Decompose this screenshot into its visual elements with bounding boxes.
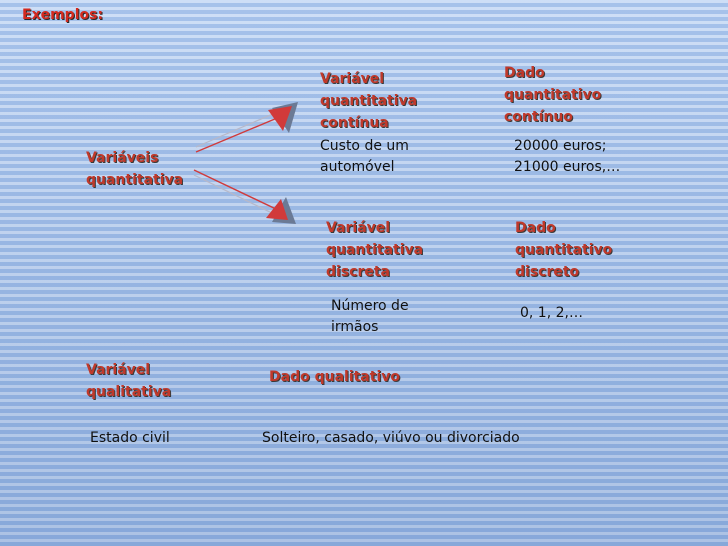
variaveis-quantitativa-label: Variáveis quantitativa bbox=[86, 150, 184, 188]
slide-title: Exemplos: bbox=[22, 7, 104, 23]
estado-civil-values-text: Solteiro, casado, viúvo ou divorciado bbox=[262, 430, 520, 446]
arrow-to-discreta bbox=[194, 170, 296, 224]
discrete-numbers-text: 0, 1, 2,… bbox=[520, 305, 583, 321]
euros-example-text: 20000 euros; 21000 euros,… bbox=[514, 138, 621, 175]
numero-irmaos-text: Número de irmãos bbox=[331, 298, 409, 335]
dado-quantitativo-discreto-heading: Dado quantitativo discreto bbox=[515, 220, 613, 280]
estado-civil-text: Estado civil bbox=[90, 430, 170, 446]
custo-automovel-text: Custo de um automóvel bbox=[320, 138, 409, 175]
dado-quantitativo-continuo-heading: Dado quantitativo contínuo bbox=[504, 65, 602, 125]
variavel-qualitativa-label: Variável qualitativa bbox=[86, 362, 172, 400]
variavel-quantitativa-continua-heading: Variável quantitativa contínua bbox=[320, 71, 418, 131]
arrow-to-continua bbox=[196, 102, 298, 152]
variavel-quantitativa-discreta-heading: Variável quantitativa discreta bbox=[326, 220, 424, 280]
dado-qualitativo-heading: Dado qualitativo bbox=[269, 369, 400, 385]
